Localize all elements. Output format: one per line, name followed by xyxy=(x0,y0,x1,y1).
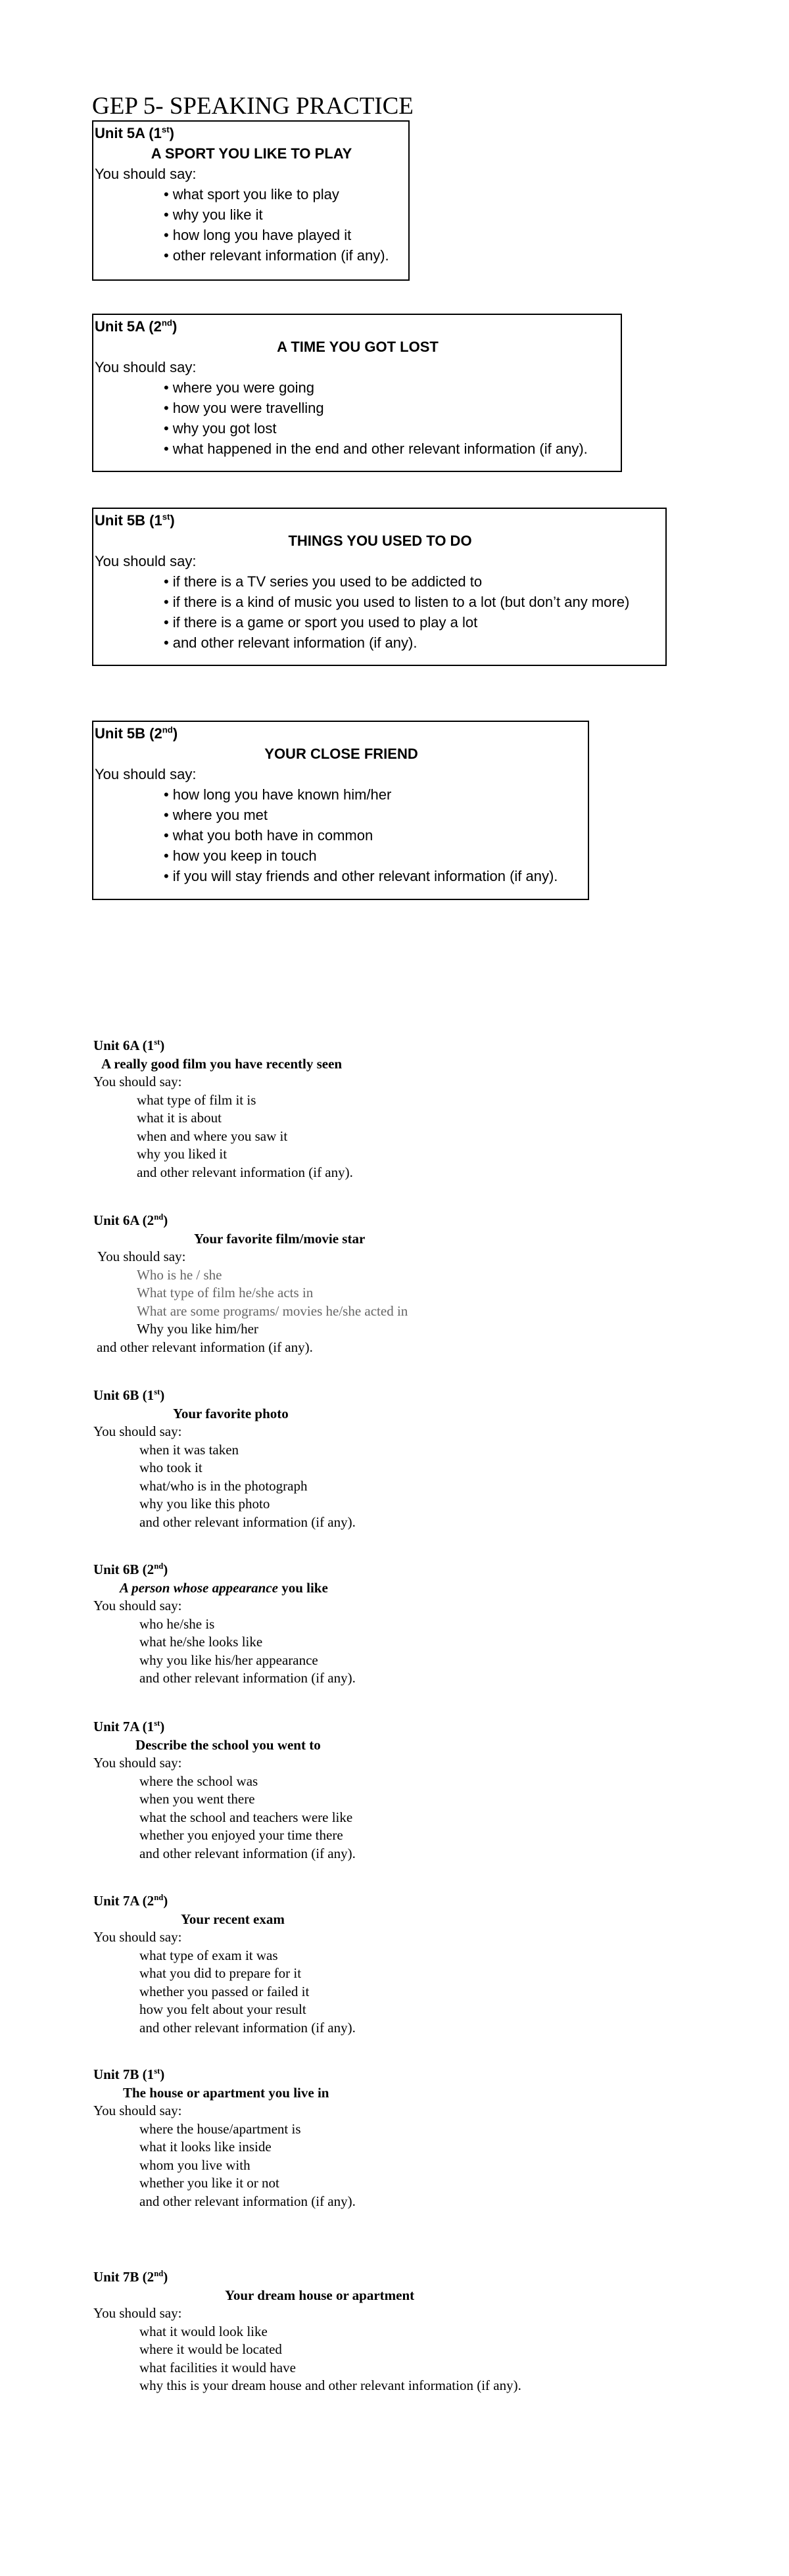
topic-part: you like xyxy=(277,1579,328,1596)
unit-ordinal: st xyxy=(154,2066,160,2076)
prompt-item: Why you like him/her xyxy=(137,1321,258,1337)
topic-title: THINGS YOU USED TO DO xyxy=(288,533,472,549)
box-unit-5a-1 xyxy=(92,120,410,281)
box-unit-5b-1 xyxy=(92,508,667,666)
unit-ordinal: nd xyxy=(154,1893,164,1902)
prompt-list xyxy=(93,1266,408,1339)
prompt-item: what he/she looks like xyxy=(139,1634,263,1650)
unit-close: ) xyxy=(160,2066,165,2082)
you-should-say: You should say: xyxy=(93,2103,182,2118)
you-should-say: You should say: xyxy=(95,359,197,375)
you-should-say: You should say: xyxy=(97,1249,186,1264)
topic-title: Your dream house or apartment xyxy=(225,2287,415,2303)
unit-label: Unit 5A (2 xyxy=(95,318,162,335)
you-should-say: You should say: xyxy=(93,1755,182,1771)
prompt-item: when you went there xyxy=(139,1791,255,1807)
prompt-item: what the school and teachers were like xyxy=(139,1809,353,1825)
unit-close: ) xyxy=(160,1719,165,1734)
prompt-item: • how long you have known him/her xyxy=(164,784,588,805)
prompt-item: what/who is in the photograph xyxy=(139,1477,308,1494)
prompt-item: and other relevant information (if any). xyxy=(139,1845,356,1861)
prompt-item: • if there is a kind of music you used to listen to a lot (but don’t any more) xyxy=(164,592,665,612)
unit-heading xyxy=(93,1387,356,1405)
prompt-item: who took it xyxy=(139,1460,203,1475)
box-unit-5a-2 xyxy=(92,314,622,472)
prompt-item: Who is he / she xyxy=(137,1266,222,1283)
prompt-item: • how you were travelling xyxy=(164,398,621,418)
prompt-item: what type of exam it was xyxy=(139,1947,278,1963)
unit-heading xyxy=(93,1718,356,1736)
topic-title xyxy=(93,1579,356,1598)
section-unit-6b-2 xyxy=(93,1561,356,1688)
prompt-item: when and where you saw it xyxy=(137,1128,288,1144)
unit-label: Unit 6B (2 xyxy=(93,1562,155,1577)
page-title: GEP 5- SPEAKING PRACTICE xyxy=(92,93,414,120)
section-unit-6a-1 xyxy=(93,1037,353,1181)
topic-title: Describe the school you went to xyxy=(135,1736,321,1753)
you-should-say: You should say: xyxy=(95,766,197,782)
unit-close: ) xyxy=(170,512,175,529)
prompt-item: • how you keep in touch xyxy=(164,846,588,866)
unit-label: Unit 6A (1 xyxy=(93,1038,155,1053)
prompt-item: • why you like it xyxy=(164,204,408,225)
prompt-item: when it was taken xyxy=(139,1441,239,1458)
unit-ordinal: st xyxy=(154,1719,160,1728)
prompt-item: what you did to prepare for it xyxy=(139,1965,302,1981)
prompt-item: What type of film he/she acts in xyxy=(137,1285,314,1300)
topic-title: A SPORT YOU LIKE TO PLAY xyxy=(151,145,352,162)
prompt-item: why you like his/her appearance xyxy=(139,1652,318,1668)
prompt-item: • what you both have in common xyxy=(164,825,588,846)
prompt-item: what it looks like inside xyxy=(139,2139,272,2155)
prompt-list xyxy=(93,1773,356,1863)
unit-ordinal: nd xyxy=(162,725,173,735)
prompt-item: • and other relevant information (if any). xyxy=(164,632,665,653)
unit-ordinal: nd xyxy=(154,1212,164,1222)
prompt-item: whether you passed or failed it xyxy=(139,1983,310,1999)
unit-heading xyxy=(93,2066,356,2084)
unit-heading xyxy=(93,1212,408,1230)
prompt-item: • other relevant information (if any). xyxy=(164,245,408,266)
prompt-list xyxy=(95,184,408,266)
prompt-item: • where you met xyxy=(164,805,588,825)
prompt-item: • where you were going xyxy=(164,377,621,398)
unit-close: ) xyxy=(169,125,174,141)
unit-heading xyxy=(95,723,588,744)
topic-title: Your favorite film/movie star xyxy=(194,1230,366,1247)
prompt-item: • if you will stay friends and other relevant information (if any). xyxy=(164,866,588,886)
unit-ordinal: st xyxy=(161,124,170,135)
prompt-item: • why you got lost xyxy=(164,418,621,439)
unit-label: Unit 6B (1 xyxy=(93,1387,155,1403)
prompt-item: who he/she is xyxy=(139,1615,215,1632)
prompt-item: and other relevant information (if any). xyxy=(139,1514,356,1530)
prompt-item: what it would look like xyxy=(139,2323,268,2339)
topic-emphasis: appearance xyxy=(212,1579,278,1596)
unit-heading xyxy=(93,2268,521,2287)
prompt-item: what it is about xyxy=(137,1110,222,1126)
prompt-list xyxy=(93,1615,356,1688)
prompt-item: why you liked it xyxy=(137,1146,227,1162)
you-should-say: You should say: xyxy=(93,1423,182,1439)
topic-title: The house or apartment you live in xyxy=(123,2084,329,2101)
unit-label: Unit 7A (1 xyxy=(93,1719,155,1734)
unit-close: ) xyxy=(160,1038,165,1053)
prompt-item: • what sport you like to play xyxy=(164,184,408,204)
unit-label: Unit 5A (1 xyxy=(95,125,162,141)
unit-close: ) xyxy=(163,1893,168,1909)
prompt-list xyxy=(95,571,665,653)
prompt-item: • how long you have played it xyxy=(164,225,408,245)
section-unit-7a-2 xyxy=(93,1892,356,2037)
prompt-item: why this is your dream house and other relevant information (if any). xyxy=(139,2377,521,2393)
prompt-item: where it would be located xyxy=(139,2341,282,2357)
unit-heading xyxy=(93,1561,356,1579)
unit-ordinal: nd xyxy=(154,2269,164,2278)
you-should-say: You should say: xyxy=(95,553,197,569)
unit-ordinal: st xyxy=(154,1387,160,1396)
topic-title: Your favorite photo xyxy=(173,1405,289,1421)
unit-label: Unit 6A (2 xyxy=(93,1212,155,1228)
unit-ordinal: nd xyxy=(154,1562,164,1571)
unit-close: ) xyxy=(163,1212,168,1228)
prompt-item: • if there is a TV series you used to be addicted to xyxy=(164,571,665,592)
you-should-say: You should say: xyxy=(93,2305,182,2321)
unit-close: ) xyxy=(172,318,178,335)
prompt-item: what type of film it is xyxy=(137,1091,256,1108)
prompt-item: • what happened in the end and other relevant information (if any). xyxy=(164,439,621,459)
prompt-list xyxy=(93,1441,356,1532)
you-should-say: You should say: xyxy=(93,1074,182,1089)
prompt-list xyxy=(95,784,588,886)
unit-heading xyxy=(95,510,665,531)
prompt-item: whom you live with xyxy=(139,2157,251,2173)
prompt-item: what facilities it would have xyxy=(139,2359,296,2375)
unit-heading xyxy=(95,316,621,337)
prompt-list xyxy=(93,1091,353,1182)
prompt-item: What are some programs/ movies he/she acted in xyxy=(137,1302,408,1319)
box-unit-5b-2 xyxy=(92,721,589,900)
prompt-item: • if there is a game or sport you used to play a lot xyxy=(164,612,665,632)
prompt-item: and other relevant information (if any). xyxy=(137,1164,353,1180)
topic-title: A really good film you have recently seen xyxy=(101,1055,343,1072)
section-unit-6b-1 xyxy=(93,1387,356,1531)
prompt-list xyxy=(93,2120,356,2211)
unit-ordinal: nd xyxy=(161,318,172,328)
unit-label: Unit 5B (2 xyxy=(95,725,162,742)
unit-label: Unit 5B (1 xyxy=(95,512,162,529)
topic-title: Your recent exam xyxy=(181,1911,285,1927)
you-should-say: You should say: xyxy=(93,1598,182,1613)
topic-part: A person whose xyxy=(120,1579,212,1596)
prompt-item: why you like this photo xyxy=(139,1496,270,1512)
unit-ordinal: st xyxy=(162,512,170,522)
unit-heading xyxy=(95,123,408,143)
section-unit-7b-1 xyxy=(93,2066,356,2210)
prompt-item: whether you like it or not xyxy=(139,2175,279,2191)
prompt-item: and other relevant information (if any). xyxy=(139,2019,356,2036)
prompt-list xyxy=(93,1947,356,2038)
unit-close: ) xyxy=(163,2269,168,2285)
you-should-say: You should say: xyxy=(93,1929,182,1945)
unit-label: Unit 7B (1 xyxy=(93,2066,155,2082)
prompt-item: where the school was xyxy=(139,1773,258,1789)
topic-title: A TIME YOU GOT LOST xyxy=(277,339,439,355)
prompt-item: how you felt about your result xyxy=(139,2001,306,2017)
unit-label: Unit 7B (2 xyxy=(93,2269,155,2285)
prompt-item: where the house/apartment is xyxy=(139,2120,301,2137)
section-unit-6a-2 xyxy=(93,1212,408,1356)
prompt-item: and other relevant information (if any). xyxy=(139,1670,356,1686)
unit-label: Unit 7A (2 xyxy=(93,1893,155,1909)
section-unit-7a-1 xyxy=(93,1718,356,1863)
you-should-say: You should say: xyxy=(95,166,197,182)
prompt-item: whether you enjoyed your time there xyxy=(139,1827,343,1843)
unit-heading xyxy=(93,1892,356,1911)
unit-close: ) xyxy=(163,1562,168,1577)
unit-heading xyxy=(93,1037,353,1055)
unit-close: ) xyxy=(160,1387,165,1403)
topic-title: YOUR CLOSE FRIEND xyxy=(264,746,418,762)
unit-ordinal: st xyxy=(154,1038,160,1047)
prompt-list xyxy=(95,377,621,459)
unit-close: ) xyxy=(172,725,178,742)
section-unit-7b-2 xyxy=(93,2268,521,2395)
closing-line: and other relevant information (if any). xyxy=(97,1339,313,1355)
prompt-item: and other relevant information (if any). xyxy=(139,2193,356,2209)
prompt-list xyxy=(93,2323,521,2395)
